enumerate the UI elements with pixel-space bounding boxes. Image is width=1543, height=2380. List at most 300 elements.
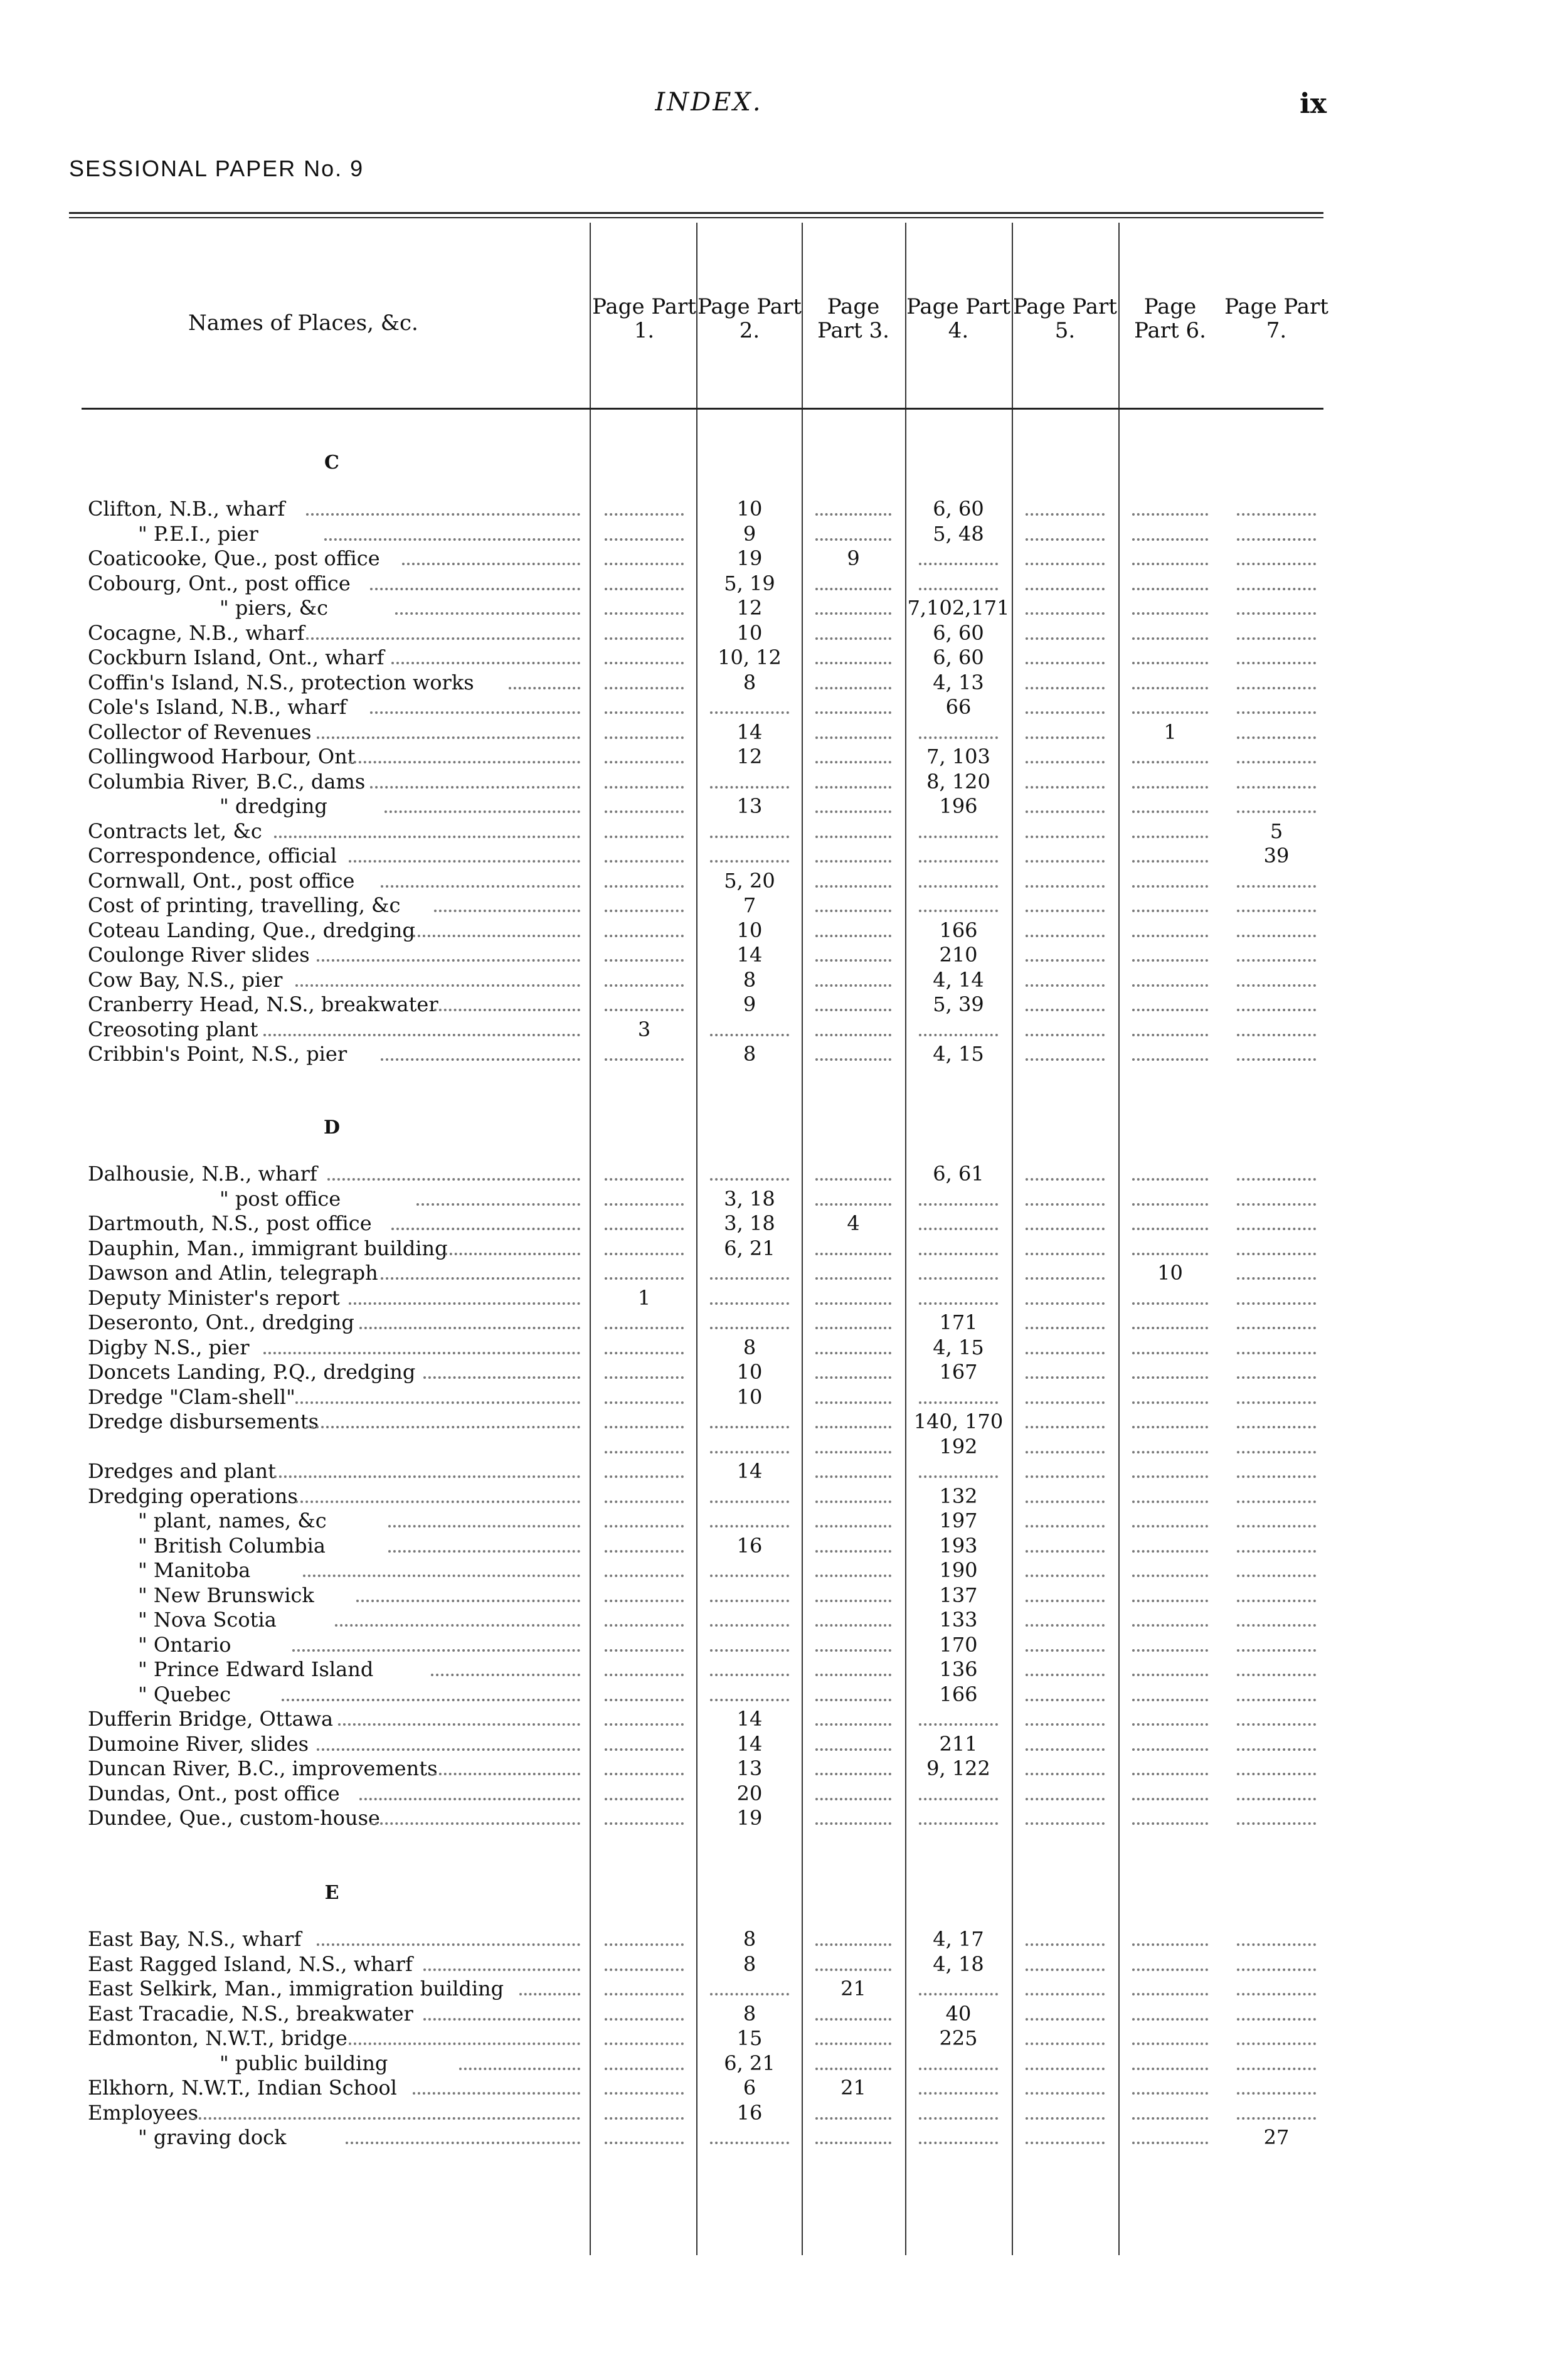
entry-name: Elkhorn, N.W.T., Indian School	[88, 2076, 397, 2100]
entry-name: Dufferin Bridge, Ottawa	[88, 1707, 334, 1731]
index-entry	[0, 942, 1505, 968]
leader-dots	[292, 1649, 580, 1652]
empty-cell-dots	[919, 1228, 998, 1230]
empty-cell-dots	[1237, 984, 1316, 987]
empty-cell-dots	[1026, 1058, 1105, 1061]
leader-dots	[509, 687, 580, 689]
empty-cell-dots	[1026, 910, 1105, 912]
empty-cell-dots	[815, 1352, 891, 1354]
empty-cell-dots	[1026, 1550, 1105, 1553]
page-ref-part-2: 6, 21	[724, 2051, 775, 2075]
index-entry	[0, 620, 1505, 646]
empty-cell-dots	[1132, 2117, 1208, 2120]
index-entry	[0, 2124, 1505, 2150]
leader-dots	[356, 1600, 580, 1602]
page-ref-part-4: 7, 103	[926, 745, 990, 768]
empty-cell-dots	[605, 1993, 684, 1995]
empty-cell-dots	[1237, 885, 1316, 888]
page-ref-part-2: 7	[743, 893, 756, 917]
leader-dots	[303, 1575, 580, 1577]
empty-cell-dots	[1026, 538, 1105, 541]
empty-cell-dots	[919, 563, 998, 565]
leader-dots	[519, 1993, 580, 1995]
empty-cell-dots	[815, 1451, 891, 1453]
entry-name: Duncan River, B.C., improvements	[88, 1756, 438, 1780]
empty-cell-dots	[1237, 1203, 1316, 1206]
empty-cell-dots	[1132, 1525, 1208, 1527]
part-1-header: Page Part 1.	[592, 294, 696, 343]
empty-cell-dots	[605, 1600, 684, 1602]
empty-cell-dots	[1026, 1773, 1105, 1775]
empty-cell-dots	[1132, 1501, 1208, 1503]
entry-name: Cranberry Head, N.S., breakwater	[88, 992, 438, 1016]
empty-cell-dots	[1237, 1723, 1316, 1726]
empty-cell-dots	[1237, 1178, 1316, 1181]
empty-cell-dots	[605, 1401, 684, 1404]
page-ref-part-2: 3, 18	[724, 1211, 775, 1235]
empty-cell-dots	[605, 984, 684, 987]
entry-name: Cow Bay, N.S., pier	[88, 967, 283, 992]
empty-cell-dots	[815, 836, 891, 838]
empty-cell-dots	[1026, 1575, 1105, 1577]
empty-cell-dots	[710, 1277, 789, 1280]
entry-name: Dredges and plant	[88, 1459, 276, 1483]
entry-name: Digby N.S., pier	[88, 1335, 250, 1359]
empty-cell-dots	[1132, 711, 1208, 714]
empty-cell-dots	[1132, 1674, 1208, 1676]
entry-name: Deputy Minister's report	[88, 1285, 340, 1310]
empty-cell-dots	[1237, 1009, 1316, 1011]
entry-name: " post office	[220, 1186, 341, 1211]
index-entry	[0, 892, 1505, 918]
entry-name: Contracts let, &c	[88, 819, 262, 843]
empty-cell-dots	[710, 711, 789, 714]
index-entry	[0, 1161, 1505, 1187]
empty-cell-dots	[815, 538, 891, 541]
empty-cell-dots	[605, 1203, 684, 1206]
page-ref-part-2: 10	[736, 1384, 763, 1409]
entry-name: Collector of Revenues	[88, 720, 312, 744]
leader-dots	[381, 1058, 580, 1061]
page-ref-part-2: 10	[736, 497, 763, 521]
page-ref-part-4: 193	[939, 1533, 978, 1558]
leader-dots	[317, 959, 580, 962]
empty-cell-dots	[815, 1674, 891, 1676]
empty-cell-dots	[815, 513, 891, 516]
empty-cell-dots	[710, 1525, 789, 1527]
index-entry	[0, 1706, 1505, 1732]
entry-name: " Prince Edward Island	[138, 1657, 374, 1681]
page-ref-part-2: 8	[743, 2001, 756, 2026]
empty-cell-dots	[1132, 1034, 1208, 1036]
index-entry	[0, 2050, 1505, 2076]
index-entry	[0, 793, 1505, 819]
entry-name: East Ragged Island, N.S., wharf	[88, 1952, 413, 1976]
empty-cell-dots	[1132, 1550, 1208, 1553]
leader-dots	[306, 513, 580, 516]
empty-cell-dots	[1026, 1798, 1105, 1800]
empty-cell-dots	[1237, 588, 1316, 590]
page-ref-part-2: 10, 12	[718, 645, 782, 669]
empty-cell-dots	[1237, 1993, 1316, 1995]
empty-cell-dots	[815, 2043, 891, 2045]
empty-cell-dots	[1237, 736, 1316, 739]
page-ref-part-2: 14	[736, 1707, 763, 1731]
empty-cell-dots	[1026, 711, 1105, 714]
empty-cell-dots	[605, 612, 684, 615]
empty-cell-dots	[1026, 959, 1105, 962]
empty-cell-dots	[1132, 2068, 1208, 2070]
leader-dots	[370, 1822, 580, 1825]
leader-dots	[431, 1674, 580, 1676]
empty-cell-dots	[1237, 1773, 1316, 1775]
empty-cell-dots	[1237, 1034, 1316, 1036]
empty-cell-dots	[815, 1475, 891, 1478]
empty-cell-dots	[815, 2068, 891, 2070]
empty-cell-dots	[815, 637, 891, 640]
empty-cell-dots	[1026, 1426, 1105, 1428]
empty-cell-dots	[1132, 1649, 1208, 1652]
empty-cell-dots	[605, 637, 684, 640]
page-ref-part-4: 197	[939, 1509, 978, 1533]
empty-cell-dots	[1237, 935, 1316, 937]
empty-cell-dots	[1132, 1600, 1208, 1602]
empty-cell-dots	[605, 513, 684, 516]
empty-cell-dots	[605, 860, 684, 863]
index-entry	[0, 1632, 1505, 1658]
empty-cell-dots	[919, 1993, 998, 1995]
empty-cell-dots	[815, 761, 891, 763]
index-entry	[0, 545, 1505, 571]
entry-name: Cribbin's Point, N.S., pier	[88, 1042, 347, 1066]
empty-cell-dots	[815, 1178, 891, 1181]
empty-cell-dots	[919, 1277, 998, 1280]
page-ref-part-4: 5, 39	[933, 992, 984, 1016]
page-ref-part-4: 4, 17	[933, 1927, 984, 1951]
empty-cell-dots	[919, 736, 998, 739]
page-ref-part-4: 4, 14	[933, 967, 984, 992]
index-entry	[0, 818, 1505, 844]
leader-dots	[370, 588, 580, 590]
empty-cell-dots	[1132, 637, 1208, 640]
page-ref-part-4: 166	[939, 1682, 978, 1706]
leader-dots	[295, 1501, 580, 1503]
index-entry	[0, 1755, 1505, 1782]
empty-cell-dots	[1026, 1376, 1105, 1379]
leader-dots	[349, 2043, 580, 2045]
empty-cell-dots	[1237, 1525, 1316, 1527]
empty-cell-dots	[605, 1327, 684, 1329]
leader-dots	[349, 1302, 580, 1305]
empty-cell-dots	[1132, 513, 1208, 516]
entry-name: " graving dock	[138, 2125, 287, 2149]
empty-cell-dots	[1237, 1822, 1316, 1825]
empty-cell-dots	[815, 588, 891, 590]
empty-cell-dots	[1237, 2018, 1316, 2021]
page-ref-part-2: 9	[743, 521, 756, 546]
empty-cell-dots	[605, 1699, 684, 1701]
page-ref-part-4: 6, 60	[933, 620, 984, 645]
empty-cell-dots	[1237, 1649, 1316, 1652]
empty-cell-dots	[1026, 1401, 1105, 1404]
leader-dots	[381, 1277, 580, 1280]
page-ref-part-4: 4, 18	[933, 1952, 984, 1976]
running-title: INDEX.	[655, 88, 763, 117]
entry-name: Dredge "Clam-shell"	[88, 1384, 295, 1409]
empty-cell-dots	[1237, 1798, 1316, 1800]
index-entry	[0, 1186, 1505, 1212]
leader-dots	[263, 1034, 580, 1036]
entry-name: " plant, names, &c	[138, 1509, 327, 1533]
leader-dots	[445, 1253, 580, 1255]
empty-cell-dots	[605, 1178, 684, 1181]
page-ref-part-4: 166	[939, 918, 978, 942]
leader-dots	[346, 2142, 580, 2144]
empty-cell-dots	[815, 1550, 891, 1553]
entry-name: Cockburn Island, Ont., wharf	[88, 645, 384, 669]
entry-name: Cole's Island, N.B., wharf	[88, 695, 347, 719]
page-ref-part-4: 210	[939, 943, 978, 967]
page-ref-part-4: 167	[939, 1360, 978, 1384]
empty-cell-dots	[1132, 563, 1208, 565]
section-letter: C	[324, 452, 341, 474]
page-ref-part-3: 9	[847, 546, 860, 570]
page-ref-part-3: 21	[840, 2076, 866, 2100]
empty-cell-dots	[1132, 1327, 1208, 1329]
entry-name: Dredge disbursements	[88, 1410, 319, 1433]
empty-cell-dots	[815, 2018, 891, 2021]
entry-name: " New Brunswick	[138, 1583, 314, 1607]
page-ref-part-3: 21	[840, 1977, 866, 2000]
leader-dots	[370, 711, 580, 714]
empty-cell-dots	[919, 860, 998, 863]
empty-cell-dots	[605, 736, 684, 739]
leader-dots	[274, 1475, 580, 1478]
empty-cell-dots	[1132, 935, 1208, 937]
leader-dots	[388, 1550, 580, 1553]
empty-cell-dots	[1132, 612, 1208, 615]
index-entry	[0, 694, 1505, 720]
leader-dots	[388, 1525, 580, 1527]
page-ref-part-2: 8	[743, 1927, 756, 1951]
empty-cell-dots	[1237, 1302, 1316, 1305]
empty-cell-dots	[1026, 885, 1105, 888]
page-ref-part-2: 16	[736, 2100, 763, 2125]
entry-name: Cobourg, Ont., post office	[88, 571, 351, 595]
page-ref-part-2: 13	[736, 794, 763, 818]
empty-cell-dots	[605, 563, 684, 565]
leader-dots	[306, 637, 580, 640]
empty-cell-dots	[815, 1253, 891, 1255]
empty-cell-dots	[1132, 538, 1208, 541]
empty-cell-dots	[1132, 1058, 1208, 1061]
empty-cell-dots	[1026, 1203, 1105, 1206]
empty-cell-dots	[1026, 836, 1105, 838]
empty-cell-dots	[1026, 1352, 1105, 1354]
empty-cell-dots	[919, 1401, 998, 1404]
page-ref-part-2: 5, 19	[724, 571, 775, 595]
empty-cell-dots	[815, 1203, 891, 1206]
empty-cell-dots	[605, 1748, 684, 1751]
page-ref-part-4: 40	[945, 2001, 972, 2026]
empty-cell-dots	[1026, 1600, 1105, 1602]
empty-cell-dots	[815, 1401, 891, 1404]
page-ref-part-4: 192	[939, 1434, 978, 1458]
page-ref-part-2: 14	[736, 720, 763, 744]
empty-cell-dots	[1132, 1748, 1208, 1751]
index-entry	[0, 719, 1505, 745]
empty-cell-dots	[1237, 910, 1316, 912]
index-entry	[0, 1359, 1505, 1385]
entry-name: Cornwall, Ont., post office	[88, 868, 355, 893]
page-ref-part-2: 20	[736, 1781, 763, 1805]
empty-cell-dots	[1237, 1253, 1316, 1255]
empty-cell-dots	[605, 1253, 684, 1255]
index-entry	[0, 1309, 1505, 1336]
empty-cell-dots	[815, 1034, 891, 1036]
page-ref-part-6: 1	[1164, 720, 1177, 744]
index-entry	[0, 595, 1505, 621]
leader-dots	[263, 1352, 580, 1354]
index-entry	[0, 1975, 1505, 2002]
empty-cell-dots	[919, 1302, 998, 1305]
page-ref-part-4: 211	[939, 1731, 978, 1756]
empty-cell-dots	[605, 1822, 684, 1825]
empty-cell-dots	[710, 1501, 789, 1503]
entry-name: Coteau Landing, Que., dredging	[88, 918, 415, 942]
empty-cell-dots	[919, 910, 998, 912]
page-ref-part-2: 8	[743, 1042, 756, 1066]
empty-cell-dots	[1026, 1943, 1105, 1946]
index-entry	[0, 868, 1505, 894]
index-entry	[0, 917, 1505, 943]
empty-cell-dots	[1237, 711, 1316, 714]
page-ref-part-2: 8	[743, 1335, 756, 1359]
entry-name: " Quebec	[138, 1682, 231, 1706]
entry-name: Dundee, Que., custom-house	[88, 1806, 380, 1830]
empty-cell-dots	[1026, 513, 1105, 516]
index-entry	[0, 1408, 1505, 1435]
empty-cell-dots	[1237, 1968, 1316, 1971]
leader-dots	[402, 563, 580, 565]
index-entry	[0, 1607, 1505, 1633]
empty-cell-dots	[710, 1600, 789, 1602]
entry-name: Dawson and Atlin, telegraph	[88, 1261, 378, 1285]
entry-name: Dartmouth, N.S., post office	[88, 1211, 372, 1235]
entry-name: Clifton, N.B., wharf	[88, 497, 285, 521]
index-entry	[0, 1016, 1505, 1043]
empty-cell-dots	[815, 1525, 891, 1527]
empty-cell-dots	[710, 1699, 789, 1701]
empty-cell-dots	[1026, 1277, 1105, 1280]
empty-cell-dots	[1237, 1327, 1316, 1329]
empty-cell-dots	[605, 1723, 684, 1726]
page-ref-part-6: 10	[1157, 1261, 1183, 1285]
entry-name: " public building	[220, 2051, 388, 2075]
empty-cell-dots	[1026, 1723, 1105, 1726]
empty-cell-dots	[605, 1624, 684, 1627]
part-7-header: Page Part 7.	[1224, 294, 1328, 343]
entry-name: Coaticooke, Que., post office	[88, 546, 380, 570]
leader-dots	[370, 786, 580, 789]
index-entry	[0, 1780, 1505, 1807]
entry-name: East Tracadie, N.S., breakwater	[88, 2001, 413, 2026]
empty-cell-dots	[1026, 1501, 1105, 1503]
page-ref-part-4: 136	[939, 1657, 978, 1681]
index-entry	[0, 842, 1505, 869]
leader-dots	[317, 1943, 580, 1946]
empty-cell-dots	[815, 1501, 891, 1503]
page-ref-part-4: 137	[939, 1583, 978, 1607]
index-entry	[0, 1334, 1505, 1361]
empty-cell-dots	[919, 836, 998, 838]
empty-cell-dots	[815, 1327, 891, 1329]
empty-cell-dots	[1237, 810, 1316, 813]
leader-dots	[359, 1327, 580, 1329]
empty-cell-dots	[1237, 1550, 1316, 1553]
empty-cell-dots	[1237, 2117, 1316, 2120]
page-ref-part-4: 132	[939, 1484, 978, 1508]
empty-cell-dots	[605, 1943, 684, 1946]
empty-cell-dots	[710, 836, 789, 838]
empty-cell-dots	[1132, 588, 1208, 590]
index-entry	[0, 1384, 1505, 1410]
empty-cell-dots	[1026, 687, 1105, 689]
empty-cell-dots	[605, 1228, 684, 1230]
index-entry	[0, 2000, 1505, 2027]
index-entry	[0, 1260, 1505, 1286]
empty-cell-dots	[1026, 786, 1105, 789]
page-ref-part-4: 7,102,171	[907, 596, 1010, 620]
header-rule	[82, 408, 1323, 410]
empty-cell-dots	[1237, 1352, 1316, 1354]
page-ref-part-2: 5, 20	[724, 868, 775, 893]
empty-cell-dots	[1026, 1009, 1105, 1011]
index-entry	[0, 768, 1505, 795]
leader-dots	[349, 860, 580, 863]
empty-cell-dots	[919, 885, 998, 888]
leader-dots	[295, 984, 580, 987]
entry-name: Creosoting plant	[88, 1017, 258, 1041]
empty-cell-dots	[1026, 1253, 1105, 1255]
index-entry	[0, 743, 1505, 770]
leader-dots	[391, 662, 580, 664]
page-ref-part-4: 170	[939, 1632, 978, 1657]
empty-cell-dots	[1132, 1009, 1208, 1011]
entry-name: Employees	[88, 2100, 199, 2125]
empty-cell-dots	[1132, 1253, 1208, 1255]
index-entry	[0, 1731, 1505, 1757]
page-ref-part-2: 12	[736, 745, 763, 768]
empty-cell-dots	[1132, 2018, 1208, 2021]
empty-cell-dots	[1132, 2142, 1208, 2144]
index-entry	[0, 1483, 1505, 1509]
entry-name: " Manitoba	[138, 1558, 251, 1582]
page-ref-part-4: 4, 15	[933, 1335, 984, 1359]
empty-cell-dots	[1132, 1943, 1208, 1946]
page-ref-part-7: 27	[1263, 2125, 1290, 2149]
empty-cell-dots	[815, 711, 891, 714]
empty-cell-dots	[1237, 761, 1316, 763]
index-entry	[0, 570, 1505, 597]
leader-dots	[189, 2117, 580, 2120]
entry-name: Columbia River, B.C., dams	[88, 769, 366, 794]
page-ref-part-2: 10	[736, 1360, 763, 1384]
empty-cell-dots	[1132, 1993, 1208, 1995]
leader-dots	[413, 935, 580, 937]
page-ref-part-3: 4	[847, 1211, 860, 1235]
page-ref-part-2: 10	[736, 620, 763, 645]
